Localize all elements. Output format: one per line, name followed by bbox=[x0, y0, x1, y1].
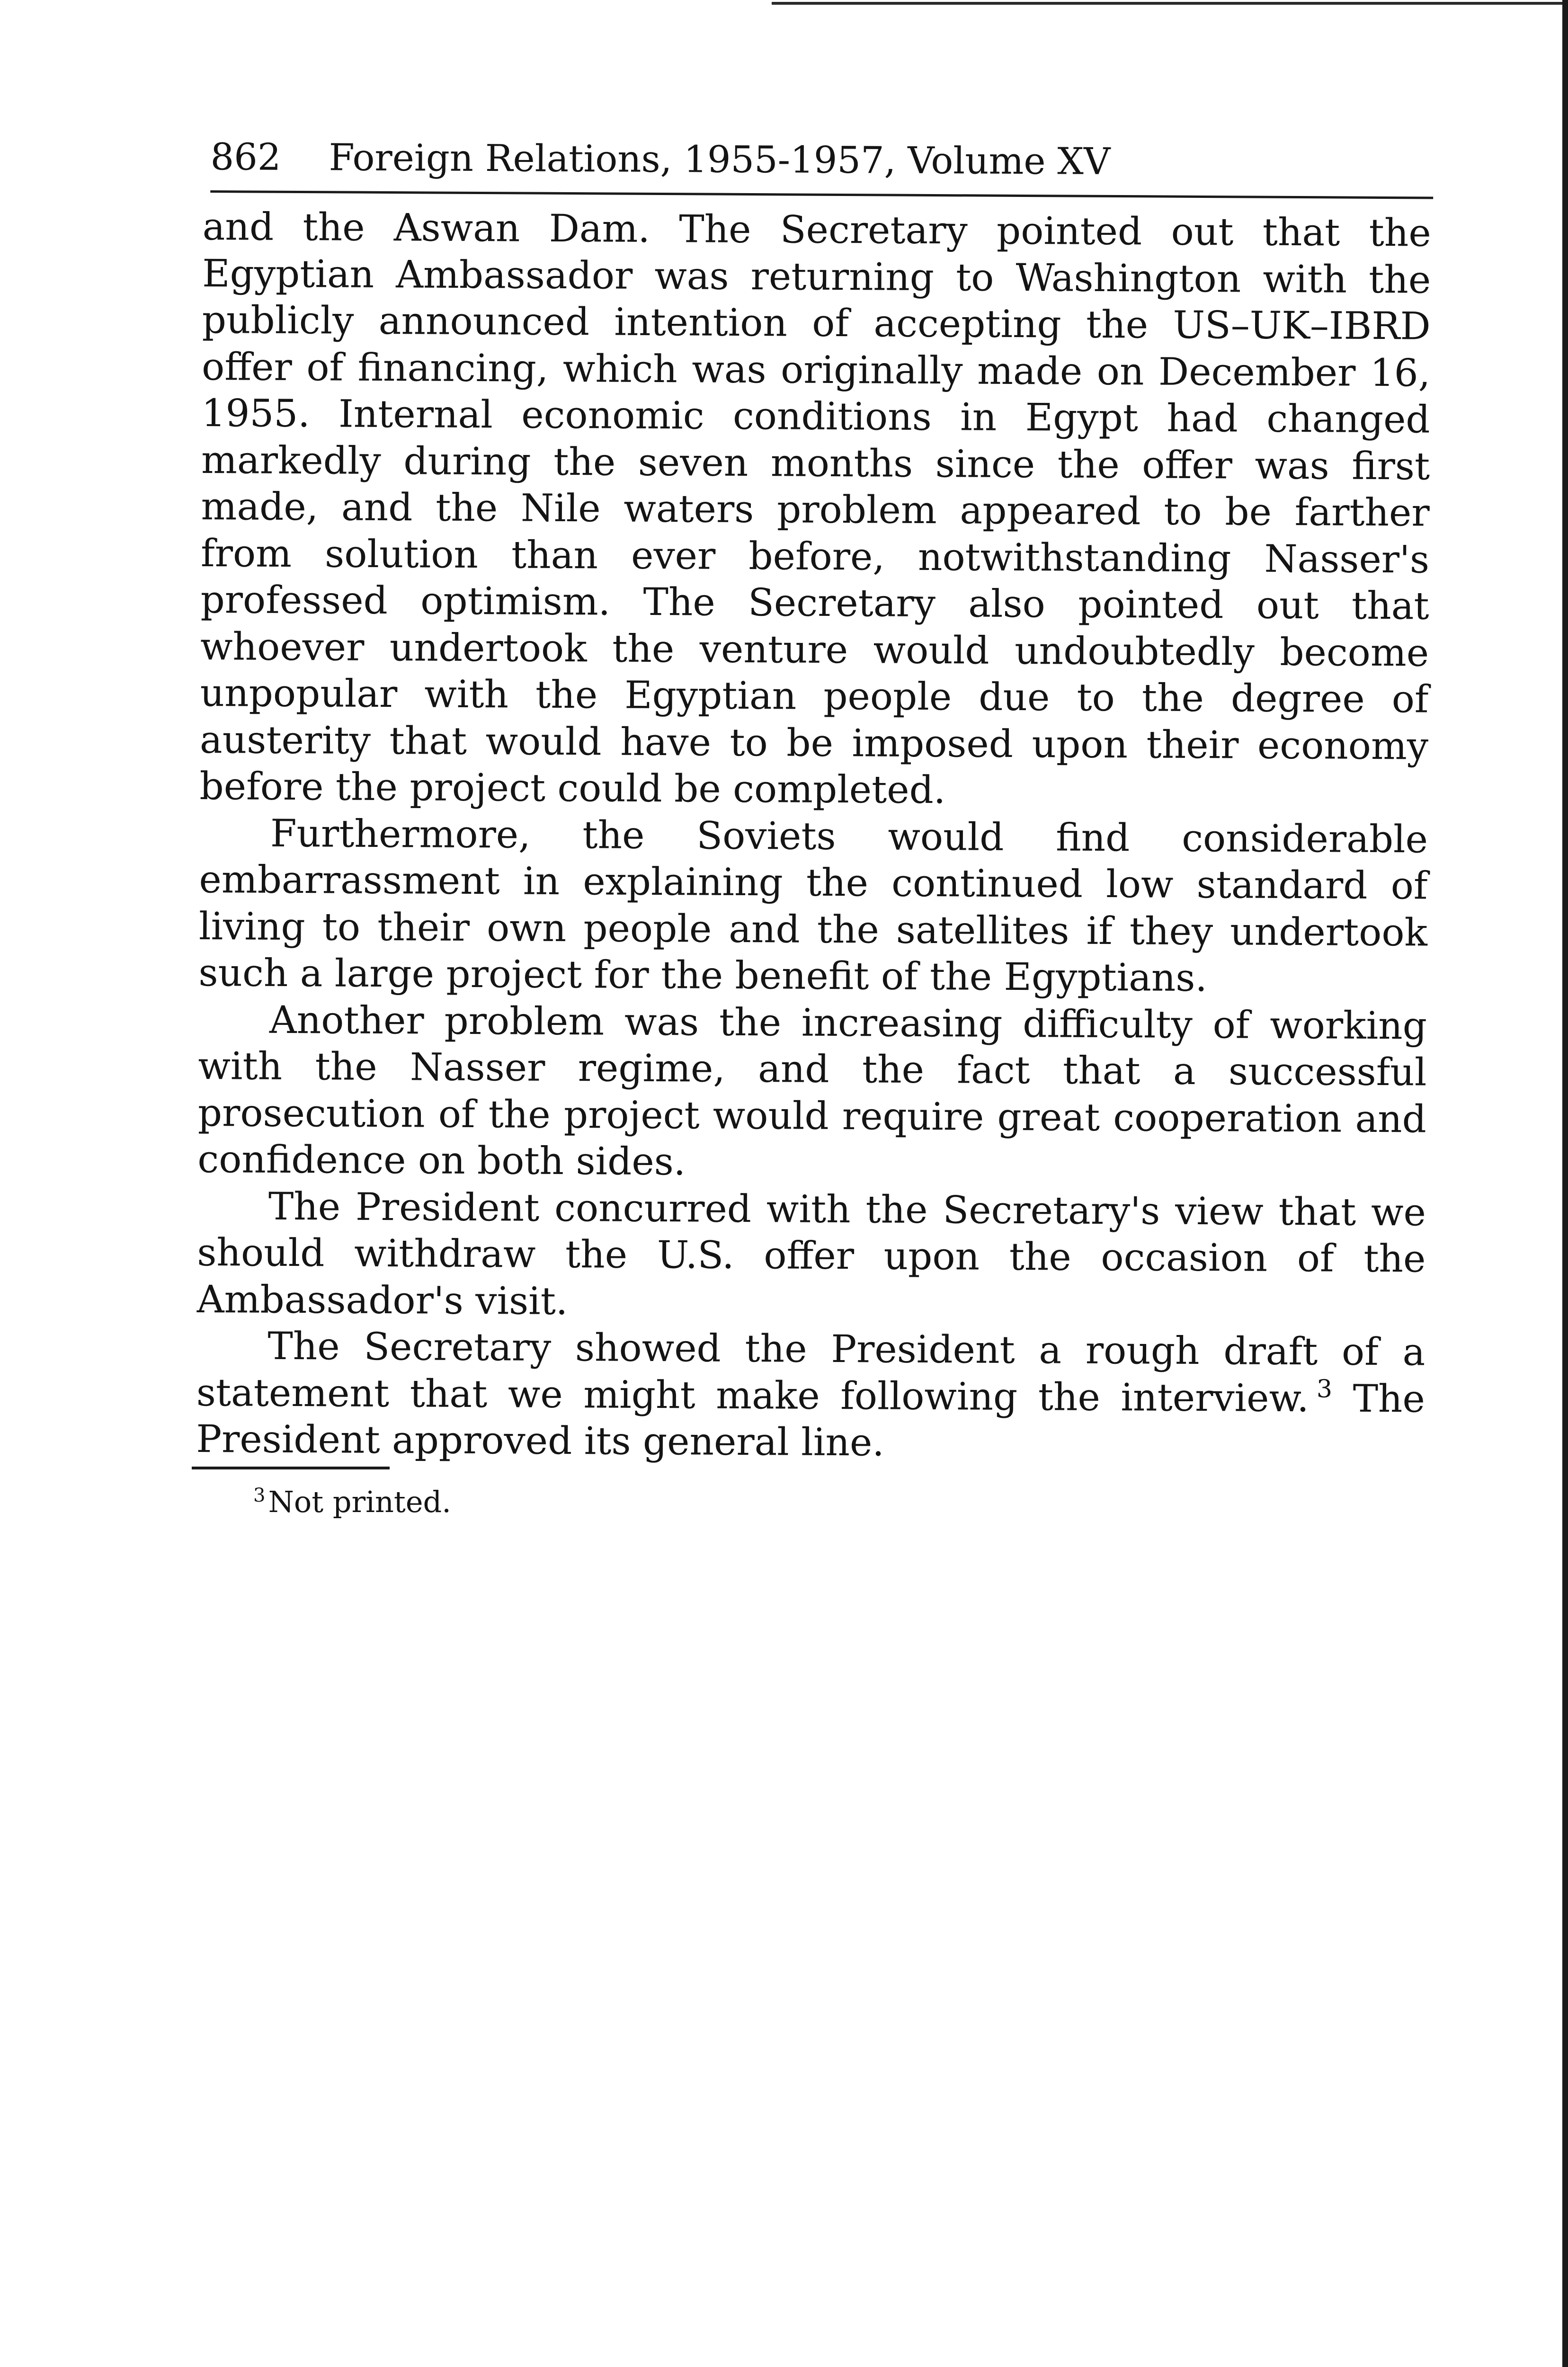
scan-edge-top bbox=[772, 2, 1568, 5]
footnote-text: Not printed. bbox=[268, 1485, 451, 1519]
paragraph-5 bbox=[196, 1323, 1425, 1469]
footnote-rule bbox=[192, 1467, 390, 1469]
body-text bbox=[196, 204, 1431, 1469]
page-number: 862 bbox=[210, 135, 281, 179]
paragraph-4: The President concurred with the Secretary's view that we should withdraw the U.S. offer upon the occasion of the Ambassador's visit. bbox=[196, 1184, 1426, 1323]
paragraph-1: and the Aswan Dam. The Secretary pointed out that the Egyptian Ambassador was returning to Washington with the publicly announced intention of accepting the US–UK–IBRD offer of financing, which was originally made on December 16, 1955. Internal economic conditions in Egypt had changed markedly during the seven months since the offer was first made, and the Nile waters problem appeared to be farther from solution than ever before, notwithstanding Nasser's professed optimism. The Secretary also pointed out that whoever undertook the venture would undoubtedly become unpopular with the Egyptian people due to the degree of austerity that would have to be imposed upon their economy before the project could be completed. bbox=[199, 204, 1431, 812]
paragraph-5-text: The Secretary showed the President a rough draft of a statement that we might make following the interview. bbox=[196, 1324, 1425, 1420]
footnote-reference[interactable]: 3 bbox=[1316, 1374, 1333, 1404]
paragraph-2: Furthermore, the Soviets would find considerable embarrassment in explaining the continued low standard of living to their own people and the satellites if they undertook such a large project for the benefit of the Egyptians. bbox=[198, 811, 1428, 1000]
footnote-marker: 3 bbox=[253, 1485, 266, 1506]
paragraph-3: Another problem was the increasing difficulty of working with the Nasser regime, and the fact that a successful prosecution of the project would require great cooperation and confidence on both sides. bbox=[197, 997, 1427, 1184]
footnote bbox=[253, 1481, 451, 1523]
paragraph-5-continuation: The President approved its general line. bbox=[196, 1376, 1425, 1465]
scan-edge-right bbox=[1562, 0, 1568, 2367]
running-head bbox=[210, 124, 1434, 199]
running-title: Foreign Relations, 1955-1957, Volume XV bbox=[329, 136, 1111, 183]
